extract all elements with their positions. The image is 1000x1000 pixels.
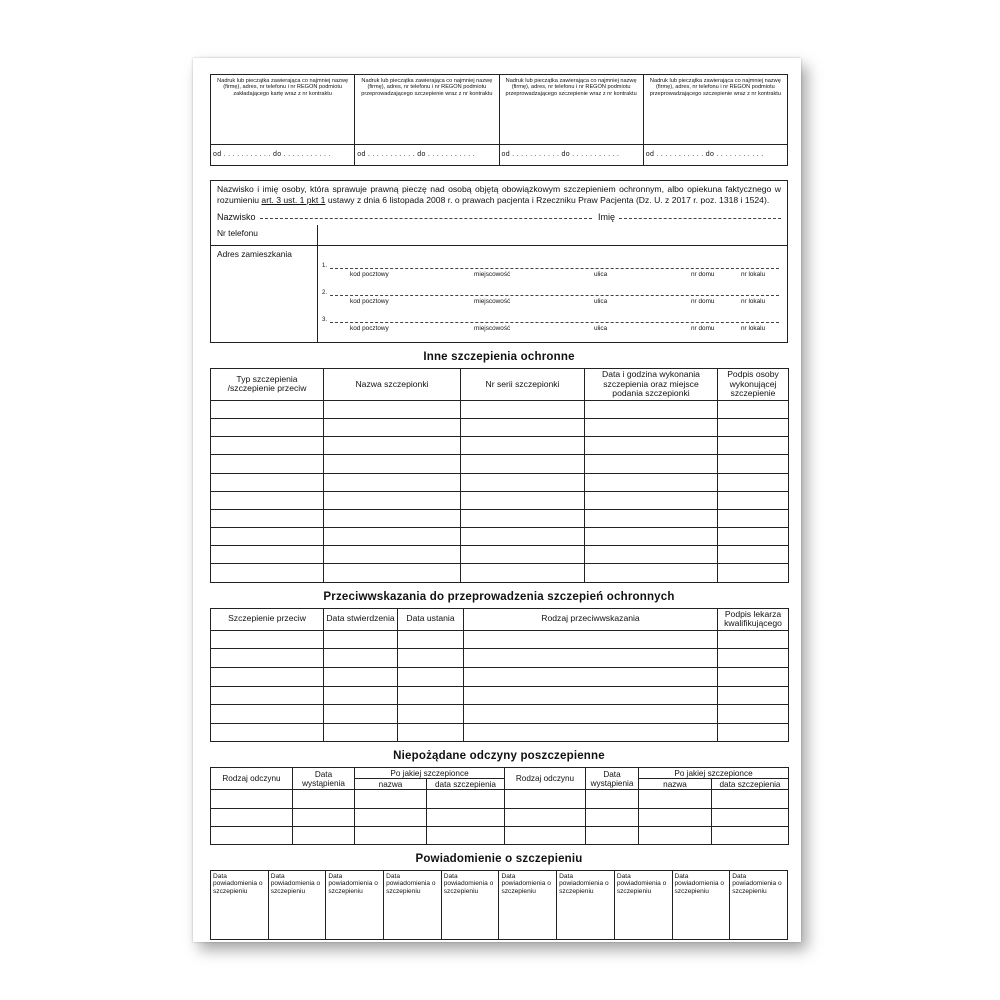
postal-code-label: kod pocztowy	[350, 271, 389, 278]
table-cell[interactable]	[324, 473, 461, 491]
street-label: ulica	[594, 271, 608, 278]
table-cell[interactable]	[718, 630, 789, 649]
table-row	[211, 418, 789, 436]
table-cell[interactable]	[427, 790, 505, 808]
table-cell[interactable]	[211, 649, 324, 668]
table-cell[interactable]	[461, 509, 585, 527]
stamp-period-4[interactable]: od . . . . . . . . . . . do . . . . . . . . . . .	[643, 145, 787, 166]
house-number-label: nr domu	[691, 325, 715, 332]
table-cell[interactable]	[718, 437, 789, 455]
table-cell[interactable]	[324, 528, 461, 546]
table-cell[interactable]	[461, 455, 585, 473]
table-cell[interactable]	[585, 473, 718, 491]
table-cell[interactable]	[461, 546, 585, 564]
table-cell[interactable]	[211, 808, 293, 826]
table-cell[interactable]	[585, 400, 718, 418]
table-cell[interactable]	[585, 528, 718, 546]
street-label: ulica	[594, 298, 608, 305]
legal-reference-link[interactable]: art. 3 ust. 1 pkt 1	[261, 195, 326, 205]
notification-date-cell[interactable]: Data powiadomienia o szczepieniu	[211, 870, 269, 939]
name-field[interactable]	[619, 218, 781, 219]
table-cell[interactable]	[718, 491, 789, 509]
table-cell[interactable]	[505, 790, 586, 808]
col-vaccine-name-left: nazwa	[355, 779, 427, 790]
guardian-name-row	[211, 208, 787, 225]
table-cell[interactable]	[585, 564, 718, 582]
table-row	[211, 790, 789, 808]
table-cell[interactable]	[718, 455, 789, 473]
contraindications-table	[210, 608, 789, 743]
line-number: 1.	[322, 263, 328, 269]
table-cell[interactable]	[718, 528, 789, 546]
table-cell[interactable]	[585, 437, 718, 455]
notification-row	[211, 870, 788, 939]
table-cell[interactable]	[355, 808, 427, 826]
form-page	[193, 58, 801, 942]
col-vaccine-date-left: data szczepienia	[427, 779, 505, 790]
reactions-body	[211, 790, 789, 845]
table-cell[interactable]	[461, 418, 585, 436]
apartment-number-label: nr lokalu	[741, 325, 766, 332]
table-cell[interactable]	[211, 418, 324, 436]
table-cell[interactable]	[464, 630, 718, 649]
table-cell[interactable]	[355, 790, 427, 808]
apartment-number-label: nr lokalu	[741, 271, 766, 278]
table-cell[interactable]	[324, 418, 461, 436]
phone-label: Nr telefonu	[211, 225, 318, 246]
table-cell[interactable]	[585, 418, 718, 436]
table-cell[interactable]	[211, 491, 324, 509]
surname-field[interactable]	[260, 218, 592, 219]
table-row	[211, 705, 789, 724]
notification-date-cell[interactable]: Data powiadomienia o szczepieniu	[614, 870, 672, 939]
guardian-text-part: Nazwisko i imię osoby, która sprawuje prawną pieczę nad osobą objętą obowiązkowym szczepieniem ochronnym, albo opiekuna faktycznego w rozumieniu	[217, 184, 781, 205]
col-reaction-type-left: Rodzaj odczynu	[211, 768, 293, 790]
stamp-period-1[interactable]: od . . . . . . . . . . . do . . . . . . . . . . .	[211, 145, 355, 166]
table-cell[interactable]	[398, 686, 464, 705]
table-cell[interactable]	[211, 705, 324, 724]
notification-date-cell[interactable]: Data powiadomienia o szczepieniu	[672, 870, 730, 939]
table-row	[211, 723, 789, 742]
table-cell[interactable]	[324, 630, 398, 649]
table-cell[interactable]	[461, 437, 585, 455]
table-row	[211, 826, 789, 844]
table-row	[211, 437, 789, 455]
guardian-description	[211, 181, 787, 208]
reactions-title: Niepożądane odczyny poszczepienne	[393, 750, 605, 763]
col-vaccine-name-right: nazwa	[639, 779, 712, 790]
street-label: ulica	[594, 325, 608, 332]
table-cell[interactable]	[324, 400, 461, 418]
postal-code-label: kod pocztowy	[350, 298, 389, 305]
table-cell[interactable]	[718, 723, 789, 742]
table-cell[interactable]	[211, 528, 324, 546]
table-cell[interactable]	[211, 630, 324, 649]
surname-label: Nazwisko	[217, 212, 256, 222]
table-cell[interactable]	[718, 705, 789, 724]
col-signature: Podpis osoby wykonującej szczepienie	[718, 369, 789, 401]
table-cell[interactable]	[639, 808, 712, 826]
table-row	[211, 686, 789, 705]
table-cell[interactable]	[464, 705, 718, 724]
table-cell[interactable]	[293, 826, 355, 844]
table-cell[interactable]	[712, 790, 789, 808]
table-cell[interactable]	[586, 790, 639, 808]
table-cell[interactable]	[585, 491, 718, 509]
table-cell[interactable]	[398, 705, 464, 724]
other-vaccinations-body	[211, 400, 789, 582]
table-cell[interactable]	[398, 649, 464, 668]
postal-code-label: kod pocztowy	[350, 325, 389, 332]
table-cell[interactable]	[211, 790, 293, 808]
col-reaction-date-left: Data wystąpienia	[293, 768, 355, 790]
table-cell[interactable]	[464, 668, 718, 687]
table-cell[interactable]	[585, 509, 718, 527]
table-cell[interactable]	[324, 546, 461, 564]
table-cell[interactable]	[211, 400, 324, 418]
table-cell[interactable]	[586, 808, 639, 826]
notification-date-cell[interactable]: Data powiadomienia o szczepieniu	[384, 870, 442, 939]
table-cell[interactable]	[585, 455, 718, 473]
table-cell[interactable]	[211, 686, 324, 705]
reactions-table	[210, 767, 789, 845]
name-label: Imię	[597, 212, 615, 222]
table-row	[211, 630, 789, 649]
table-cell[interactable]	[355, 826, 427, 844]
table-cell[interactable]	[461, 473, 585, 491]
table-cell[interactable]	[586, 826, 639, 844]
table-cell[interactable]	[718, 509, 789, 527]
stamp-period-2[interactable]: od . . . . . . . . . . . do . . . . . . . . . . .	[355, 145, 499, 166]
table-cell[interactable]	[324, 705, 398, 724]
notification-date-cell[interactable]: Data powiadomienia o szczepieniu	[441, 870, 499, 939]
col-after-vaccine-left: Po jakiej szczepionce	[355, 768, 505, 779]
table-cell[interactable]	[718, 418, 789, 436]
form-content	[210, 74, 788, 940]
col-reaction-date-right: Data wystąpienia	[586, 768, 639, 790]
table-row	[211, 473, 789, 491]
table-cell[interactable]	[639, 826, 712, 844]
address-field[interactable]	[318, 246, 788, 343]
line-number: 3.	[322, 317, 328, 323]
table-cell[interactable]	[718, 473, 789, 491]
table-row	[211, 649, 789, 668]
stamp-box-2: Nadruk lub pieczątka zawierająca co najmniej nazwę (firmę), adres, nr telefonu i nr REGON podmiotu przeprowadzającego szczepienie wraz z nr kontraktu	[355, 75, 499, 145]
col-date-place: Data i godzina wykonania szczepienia oraz miejsce podania szczepionki	[585, 369, 718, 401]
table-cell[interactable]	[464, 686, 718, 705]
apartment-number-label: nr lokalu	[741, 298, 766, 305]
col-after-vaccine-right: Po jakiej szczepionce	[639, 768, 789, 779]
guardian-contact-table	[211, 225, 787, 342]
stamp-table	[210, 74, 788, 166]
table-cell[interactable]	[639, 790, 712, 808]
other-vaccinations-title: Inne szczepienia ochronne	[423, 351, 575, 363]
address-line-2[interactable]	[322, 283, 785, 310]
table-cell[interactable]	[211, 455, 324, 473]
table-cell[interactable]	[718, 686, 789, 705]
col-reaction-type-right: Rodzaj odczynu	[505, 768, 586, 790]
col-vaccine-name: Nazwa szczepionki	[324, 369, 461, 401]
table-cell[interactable]	[718, 668, 789, 687]
table-row	[211, 546, 789, 564]
notification-date-cell[interactable]: Data powiadomienia o szczepieniu	[499, 870, 557, 939]
col-vaccination-type: Typ szczepienia /szczepienie przeciw	[211, 369, 324, 401]
notification-table	[210, 870, 788, 940]
address-line-3[interactable]	[322, 310, 785, 337]
table-cell[interactable]	[427, 808, 505, 826]
city-label: miejscowość	[474, 325, 511, 332]
table-row	[211, 564, 789, 582]
city-label: miejscowość	[474, 298, 511, 305]
table-cell[interactable]	[461, 528, 585, 546]
table-row	[211, 491, 789, 509]
table-cell[interactable]	[464, 649, 718, 668]
table-cell[interactable]	[324, 455, 461, 473]
table-cell[interactable]	[427, 826, 505, 844]
stamp-box-3: Nadruk lub pieczątka zawierająca co najmniej nazwę (firmę), adres, nr telefonu i nr REGON podmiotu przeprowadzającego szczepienie wraz z nr kontraktu	[499, 75, 643, 145]
stamp-box-4: Nadruk lub pieczątka zawierająca co najmniej nazwę (firmę), adres, nr telefonu i nr REGON podmiotu przeprowadzającego szczepienie wraz z nr kontraktu	[643, 75, 787, 145]
guardian-section	[210, 180, 788, 343]
address-line-1[interactable]	[322, 256, 785, 283]
table-cell[interactable]	[398, 723, 464, 742]
table-cell[interactable]	[505, 826, 586, 844]
col-vaccination-against: Szczepienie przeciw	[211, 608, 324, 630]
notification-title: Powiadomienie o szczepieniu	[415, 852, 583, 865]
table-cell[interactable]	[461, 400, 585, 418]
city-label: miejscowość	[474, 271, 511, 278]
table-row	[211, 509, 789, 527]
table-cell[interactable]	[324, 686, 398, 705]
table-cell[interactable]	[718, 400, 789, 418]
notification-date-cell[interactable]: Data powiadomienia o szczepieniu	[557, 870, 615, 939]
table-cell[interactable]	[718, 649, 789, 668]
table-cell[interactable]	[712, 808, 789, 826]
table-cell[interactable]	[461, 564, 585, 582]
table-cell[interactable]	[211, 437, 324, 455]
table-cell[interactable]	[211, 473, 324, 491]
table-row	[211, 455, 789, 473]
table-cell[interactable]	[211, 826, 293, 844]
table-row	[211, 400, 789, 418]
guardian-text-part: ustawy z dnia 6 listopada 2008 r. o prawach pacjenta i Rzeczniku Praw Pacjenta (Dz. U. z 2017 r. poz. 1318 i 1524).	[325, 195, 770, 205]
notification-date-cell[interactable]: Data powiadomienia o szczepieniu	[730, 870, 788, 939]
table-cell[interactable]	[712, 826, 789, 844]
col-contraindication-type: Rodzaj przeciwwskazania	[464, 608, 718, 630]
table-cell[interactable]	[324, 564, 461, 582]
table-cell[interactable]	[324, 668, 398, 687]
table-cell[interactable]	[718, 546, 789, 564]
line-number: 2.	[322, 290, 328, 296]
table-cell[interactable]	[398, 668, 464, 687]
col-vaccine-date-right: data szczepienia	[712, 779, 789, 790]
table-cell[interactable]	[398, 630, 464, 649]
other-vaccinations-table	[210, 368, 789, 583]
table-cell[interactable]	[211, 564, 324, 582]
col-date-found: Data stwierdzenia	[324, 608, 398, 630]
table-cell[interactable]	[211, 509, 324, 527]
col-date-ended: Data ustania	[398, 608, 464, 630]
table-cell[interactable]	[324, 649, 398, 668]
table-cell[interactable]	[324, 491, 461, 509]
table-cell[interactable]	[211, 668, 324, 687]
table-cell[interactable]	[461, 491, 585, 509]
table-cell[interactable]	[324, 723, 398, 742]
table-cell[interactable]	[324, 509, 461, 527]
phone-field[interactable]	[318, 225, 788, 246]
table-row	[211, 528, 789, 546]
table-cell[interactable]	[464, 723, 718, 742]
col-batch-number: Nr serii szczepionki	[461, 369, 585, 401]
contraindications-title: Przeciwwskazania do przeprowadzenia szczepień ochronnych	[323, 590, 675, 603]
table-cell[interactable]	[293, 808, 355, 826]
contraindications-body	[211, 630, 789, 742]
table-cell[interactable]	[211, 723, 324, 742]
table-cell[interactable]	[211, 546, 324, 564]
stamp-box-1: Nadruk lub pieczątka zawierająca co najmniej nazwę (firmę), adres, nr telefonu i nr REGON podmiotu zakładającego kartę wraz z nr kontraktu	[211, 75, 355, 145]
col-doctor-signature: Podpis lekarza kwalifikującego	[718, 608, 789, 630]
address-label: Adres zamieszkania	[211, 246, 318, 343]
house-number-label: nr domu	[691, 298, 715, 305]
table-row	[211, 808, 789, 826]
table-cell[interactable]	[293, 790, 355, 808]
table-cell[interactable]	[505, 808, 586, 826]
table-cell[interactable]	[718, 564, 789, 582]
table-cell[interactable]	[324, 437, 461, 455]
notification-date-cell[interactable]: Data powiadomienia o szczepieniu	[326, 870, 384, 939]
stamp-period-3[interactable]: od . . . . . . . . . . . do . . . . . . . . . . .	[499, 145, 643, 166]
notification-date-cell[interactable]: Data powiadomienia o szczepieniu	[268, 870, 326, 939]
house-number-label: nr domu	[691, 271, 715, 278]
table-row	[211, 668, 789, 687]
table-cell[interactable]	[585, 546, 718, 564]
